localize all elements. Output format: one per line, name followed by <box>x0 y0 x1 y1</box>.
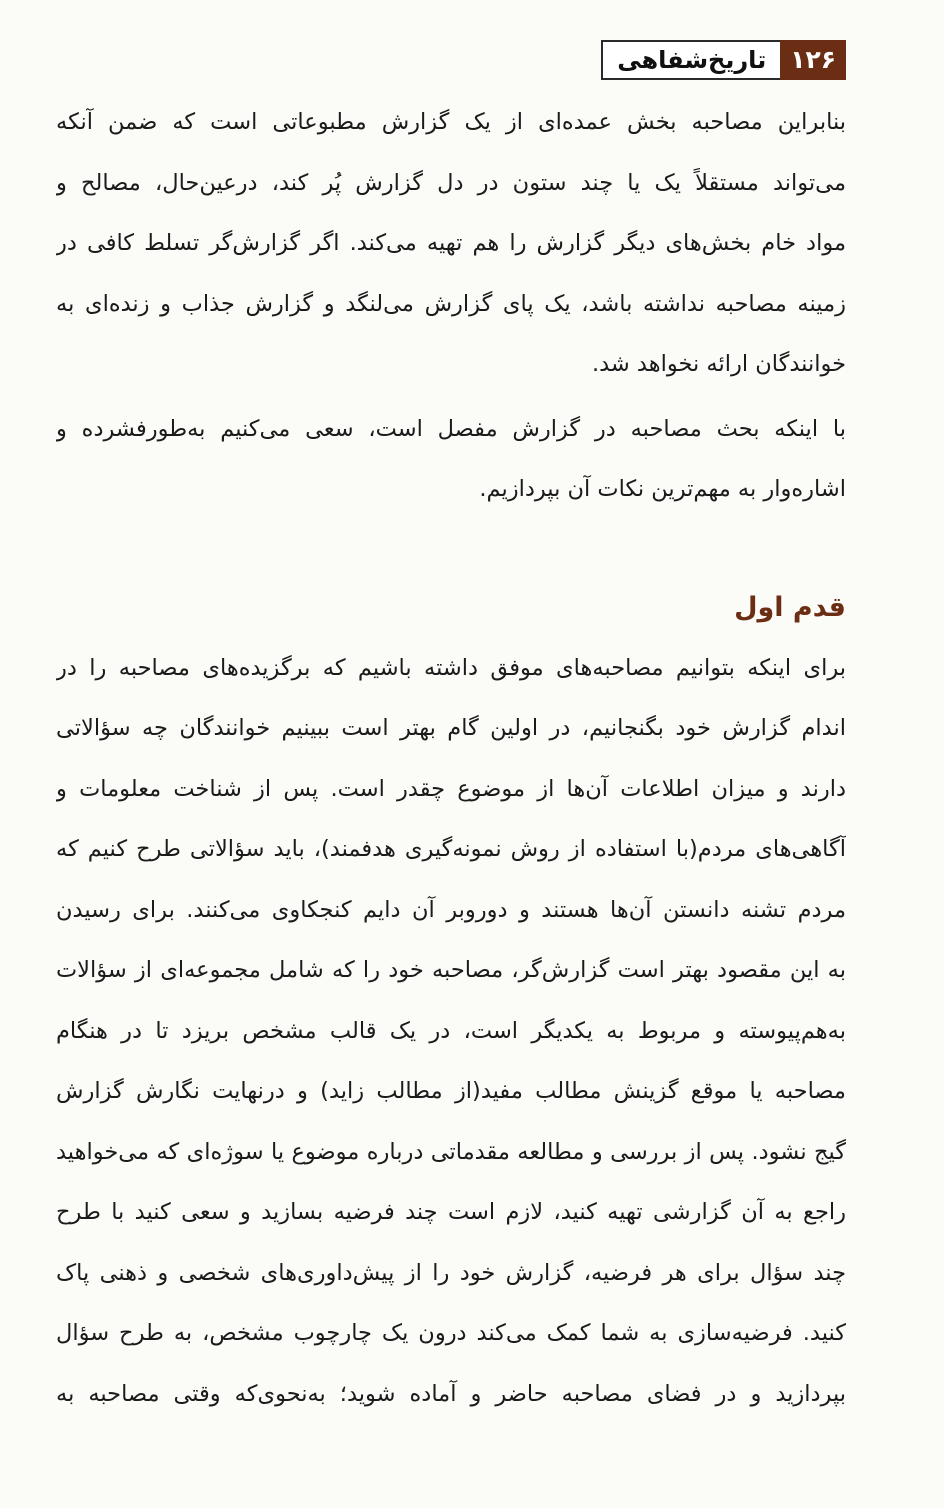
text-line: چند سؤال برای هر فرضیه، گزارش خود را از پیش‌داوری‌های شخصی و ذهنی پاک <box>56 1259 846 1286</box>
text-line: آگاهی‌های مردم(با استفاده از روش نمونه‌گیری هدفمند)، باید سؤالاتی طرح کنیم که <box>56 836 846 862</box>
text-line: زمینه مصاحبه نداشته باشد، یک پای گزارش می‌لنگد و گزارش جذاب و زنده‌ای به <box>56 290 846 317</box>
text-line: مصاحبه یا موقع گزینش مطالب مفید(از مطالب زاید) و درنهایت نگارش گزارش <box>56 1078 846 1104</box>
text-line: به‌هم‌پیوسته و مربوط به یکدیگر است، در یک قالب مشخص بریزد تا در هنگام <box>56 1017 846 1044</box>
section-heading: قدم اول <box>734 591 846 623</box>
text-line: کنید. فرضیه‌سازی به شما کمک می‌کند درون یک چارچوب مشخص، به طرح سؤال <box>56 1320 846 1346</box>
text-line: اشاره‌وار به مهم‌ترین نکات آن بپردازیم. <box>479 476 846 502</box>
running-title: تاریخ‌شفاهی <box>601 40 780 80</box>
text-line: به این مقصود بهتر است گزارش‌گر، مصاحبه خود را که شامل مجموعه‌ای از سؤالات <box>56 957 846 983</box>
text-line: مردم تشنه دانستن آن‌ها هستند و دوروبر آن دایم کنجکاوی می‌کنند. برای رسیدن <box>56 896 846 923</box>
text-line: راجع به آن گزارشی تهیه کنید، لازم است چند فرضیه بسازید و سعی کنید با طرح <box>56 1199 846 1225</box>
text-line: بپردازید و در فضای مصاحبه حاضر و آماده شوید؛ به‌نحوی‌که وقتی مصاحبه به <box>56 1380 846 1407</box>
paragraph-1 <box>56 92 846 395</box>
text-line: گیج نشود. پس از بررسی و مطالعه مقدماتی درباره موضوع یا سوژه‌ای که می‌خواهید <box>56 1138 846 1165</box>
paragraph-3 <box>56 638 846 1425</box>
paragraph-2 <box>56 399 846 520</box>
text-line: با اینکه بحث مصاحبه در گزارش مفصل است، سعی می‌کنیم به‌طورفشرده و <box>56 415 846 442</box>
text-line: برای اینکه بتوانیم مصاحبه‌های موفق داشته باشیم که برگزیده‌های مصاحبه را در <box>56 654 846 681</box>
body-text <box>56 92 846 1424</box>
page-number: ۱۲۶ <box>780 40 846 80</box>
text-line: مواد خام بخش‌های دیگر گزارش را هم تهیه می‌کند. اگر گزارش‌گر تسلط کافی در <box>56 230 846 256</box>
text-line: خوانندگان ارائه نخواهد شد. <box>591 351 846 377</box>
page-header <box>601 40 846 80</box>
text-line: اندام گزارش خود بگنجانیم، در اولین گام بهتر است ببینیم خوانندگان چه سؤالاتی <box>56 715 846 741</box>
text-line: بنابراین مصاحبه بخش عمده‌ای از یک گزارش مطبوعاتی است که ضمن آنکه <box>56 109 846 135</box>
text-line: دارند و میزان اطلاعات آن‌ها از موضوع چقدر است. پس از شناخت معلومات و <box>56 775 846 802</box>
section-heading-block <box>56 520 846 638</box>
text-line: می‌تواند مستقلاً یک یا چند ستون در دل گزارش پُر کند، درعین‌حال، مصالح و <box>56 169 846 196</box>
